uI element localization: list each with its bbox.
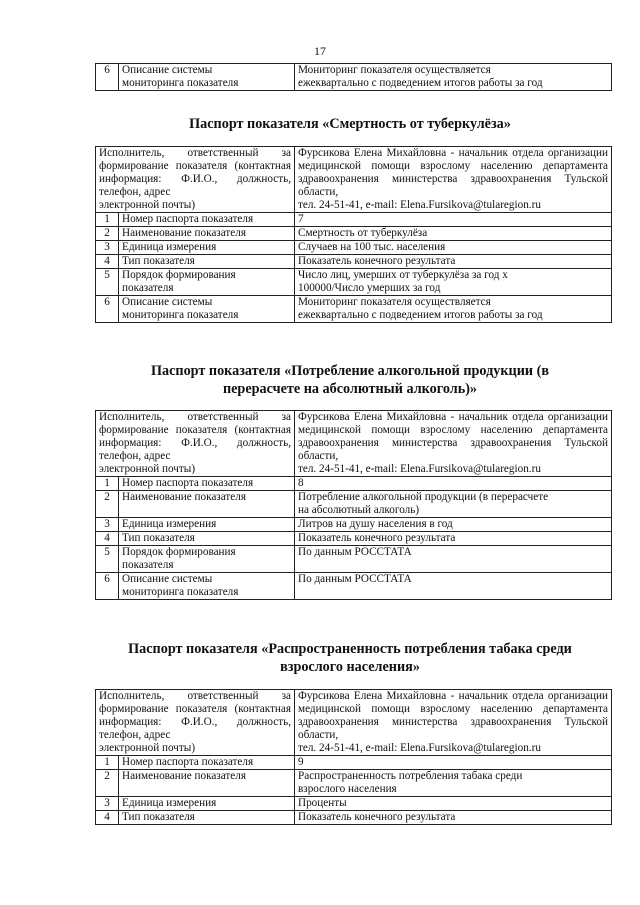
row-name: Порядок формирования показателя <box>119 546 295 573</box>
row-value: Случаев на 100 тыс. населения <box>295 241 612 255</box>
row-number: 4 <box>96 811 119 825</box>
section-heading: Паспорт показателя «Распространенность потребления табака среди взрослого населения» <box>128 641 572 675</box>
row-number: 4 <box>96 532 119 546</box>
table-row <box>96 518 612 532</box>
row-name: Единица измерения <box>119 797 295 811</box>
continued-passport-table <box>95 63 612 91</box>
row-name: Тип показателя <box>119 255 295 269</box>
row-number: 5 <box>96 546 119 573</box>
row-value: Число лиц, умерших от туберкулёза за год х 100000/Число умерших за год <box>295 269 612 296</box>
executor-row <box>96 411 612 477</box>
row-number: 5 <box>96 269 119 296</box>
row-value: Смертность от туберкулёза <box>295 227 612 241</box>
row-number: 6 <box>96 64 119 91</box>
row-number: 4 <box>96 255 119 269</box>
row-number: 1 <box>96 756 119 770</box>
row-number: 2 <box>96 491 119 518</box>
row-number: 3 <box>96 518 119 532</box>
row-value: 9 <box>295 756 612 770</box>
row-value: Показатель конечного результата <box>295 532 612 546</box>
table-row <box>96 213 612 227</box>
table-row <box>96 491 612 518</box>
table-row <box>96 770 612 797</box>
row-name: Описание системы мониторинга показателя <box>119 296 295 323</box>
section-heading: Паспорт показателя «Смертность от туберкулёза» <box>189 116 511 132</box>
table-row <box>96 532 612 546</box>
row-name: Наименование показателя <box>119 491 295 518</box>
passport-table <box>95 146 612 323</box>
table-row <box>96 797 612 811</box>
row-number: 3 <box>96 241 119 255</box>
page-number: 17 <box>314 44 326 58</box>
row-name: Наименование показателя <box>119 227 295 241</box>
row-name: Наименование показателя <box>119 770 295 797</box>
row-name: Единица измерения <box>119 518 295 532</box>
section-heading: Паспорт показателя «Потребление алкогольной продукции (в перерасчете на абсолютный алкоголь)» <box>150 363 550 397</box>
row-value: По данным РОССТАТА <box>295 546 612 573</box>
row-name: Описание системы мониторинга показателя <box>119 573 295 600</box>
table-row <box>96 477 612 491</box>
executor-row <box>96 147 612 213</box>
row-value: Потребление алкогольной продукции (в перерасчете на абсолютный алкоголь) <box>295 491 612 518</box>
row-name: Описание системы мониторинга показателя <box>119 64 295 91</box>
table-row <box>96 546 612 573</box>
executor-label: Исполнитель, ответственный за формирование показателя (контактная информация: Ф.И.О., должность, телефон, адрес электронной почты) <box>96 147 295 213</box>
row-value: Показатель конечного результата <box>295 255 612 269</box>
table-row <box>96 241 612 255</box>
row-name: Номер паспорта показателя <box>119 756 295 770</box>
table-row <box>96 64 612 91</box>
executor-value: Фурсикова Елена Михайловна - начальник отдела организации медицинской помощи взрослому населению департамента здравоохранения министерства здравоохранения Тульской области, тел. 24-51-41, e-mail: Elena.Fursikova@tularegion.ru <box>295 147 612 213</box>
row-number: 1 <box>96 213 119 227</box>
row-name: Номер паспорта показателя <box>119 213 295 227</box>
row-name: Единица измерения <box>119 241 295 255</box>
row-number: 1 <box>96 477 119 491</box>
row-name: Номер паспорта показателя <box>119 477 295 491</box>
executor-row <box>96 690 612 756</box>
executor-value: Фурсикова Елена Михайловна - начальник отдела организации медицинской помощи взрослому населению департамента здравоохранения министерства здравоохранения Тульской области, тел. 24-51-41, e-mail: Elena.Fursikova@tularegion.ru <box>295 411 612 477</box>
row-name: Порядок формирования показателя <box>119 269 295 296</box>
row-value: По данным РОССТАТА <box>295 573 612 600</box>
table-row <box>96 296 612 323</box>
row-value: Проценты <box>295 797 612 811</box>
row-value: Мониторинг показателя осуществляется ежеквартально с подведением итогов работы за год <box>295 64 612 91</box>
row-value: 7 <box>295 213 612 227</box>
passport-table <box>95 689 612 825</box>
table-row <box>96 227 612 241</box>
row-number: 6 <box>96 573 119 600</box>
row-value: Литров на душу населения в год <box>295 518 612 532</box>
executor-label: Исполнитель, ответственный за формирование показателя (контактная информация: Ф.И.О., должность, телефон, адрес электронной почты) <box>96 690 295 756</box>
row-number: 6 <box>96 296 119 323</box>
row-number: 3 <box>96 797 119 811</box>
table-row <box>96 811 612 825</box>
row-name: Тип показателя <box>119 532 295 546</box>
table-row <box>96 269 612 296</box>
row-number: 2 <box>96 227 119 241</box>
row-value: 8 <box>295 477 612 491</box>
executor-value: Фурсикова Елена Михайловна - начальник отдела организации медицинской помощи взрослому населению департамента здравоохранения министерства здравоохранения Тульской области, тел. 24-51-41, e-mail: Elena.Fursikova@tularegion.ru <box>295 690 612 756</box>
row-value: Мониторинг показателя осуществляется ежеквартально с подведением итогов работы за год <box>295 296 612 323</box>
row-value: Распространенность потребления табака среди взрослого населения <box>295 770 612 797</box>
table-row <box>96 573 612 600</box>
executor-label: Исполнитель, ответственный за формирование показателя (контактная информация: Ф.И.О., должность, телефон, адрес электронной почты) <box>96 411 295 477</box>
row-value: Показатель конечного результата <box>295 811 612 825</box>
row-name: Тип показателя <box>119 811 295 825</box>
table-row <box>96 756 612 770</box>
row-number: 2 <box>96 770 119 797</box>
passport-table <box>95 410 612 600</box>
table-row <box>96 255 612 269</box>
